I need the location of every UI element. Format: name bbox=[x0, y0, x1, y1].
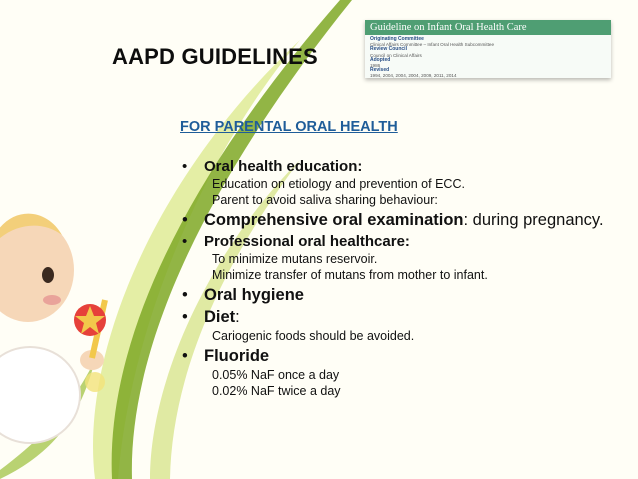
list-item-text bbox=[204, 308, 240, 327]
sub-point: To minimize mutans reservoir. bbox=[212, 252, 378, 266]
list-item-text bbox=[204, 233, 410, 250]
baby-eye bbox=[42, 267, 54, 283]
baby-head bbox=[0, 218, 74, 322]
guideline-card-image bbox=[365, 20, 611, 78]
list-item-heading: Professional oral healthcare: bbox=[204, 233, 410, 250]
bullet-icon: • bbox=[182, 158, 188, 175]
list-item bbox=[182, 286, 622, 305]
list-item-text bbox=[204, 211, 604, 230]
guideline-card-row: Revised 1994, 2004, 2004, 2004, 2009, 2011, 2014 bbox=[370, 67, 457, 78]
bullet-icon: • bbox=[182, 211, 188, 229]
guideline-card-header: Guideline on Infant Oral Health Care bbox=[365, 20, 611, 35]
list-item-text bbox=[204, 158, 362, 175]
list-item bbox=[182, 308, 622, 327]
list-item bbox=[182, 211, 622, 230]
list-item bbox=[182, 233, 622, 250]
list-item-heading: Oral hygiene bbox=[204, 286, 304, 304]
bullet-icon: • bbox=[182, 347, 188, 365]
sub-point: 0.02% NaF twice a day bbox=[212, 384, 341, 398]
sub-point: Parent to avoid saliva sharing behaviour: bbox=[212, 193, 438, 207]
baby-body bbox=[0, 347, 80, 443]
list-item-detail: : bbox=[235, 308, 240, 326]
guideline-list bbox=[182, 158, 622, 399]
list-item-detail: : during pregnancy. bbox=[463, 211, 604, 229]
list-item bbox=[182, 158, 622, 175]
list-item-heading: Oral health education: bbox=[204, 158, 363, 175]
list-item bbox=[182, 347, 622, 366]
baby-mouth bbox=[43, 295, 61, 305]
sub-point: Minimize transfer of mutans from mother to infant. bbox=[212, 268, 488, 282]
guideline-card-body bbox=[365, 35, 611, 78]
rattle-bead bbox=[85, 372, 105, 392]
sub-point: Cariogenic foods should be avoided. bbox=[212, 329, 415, 343]
list-item-heading: Comprehensive oral examination bbox=[204, 211, 464, 229]
list-item-text bbox=[204, 347, 269, 366]
sub-point: Education on etiology and prevention of ECC. bbox=[212, 177, 465, 191]
bullet-icon: • bbox=[182, 308, 188, 326]
section-subtitle: FOR PARENTAL ORAL HEALTH bbox=[180, 119, 398, 135]
slide-title: AAPD GUIDELINES bbox=[112, 44, 318, 69]
bullet-icon: • bbox=[182, 286, 188, 304]
list-item-text bbox=[204, 286, 304, 305]
sub-point: 0.05% NaF once a day bbox=[212, 368, 340, 382]
bullet-icon: • bbox=[182, 233, 188, 250]
guideline-card-row: Review Council Council on Clinical Affairs bbox=[370, 46, 422, 58]
list-item-heading: Fluoride bbox=[204, 347, 270, 365]
guideline-card-row: Adopted 1986 bbox=[370, 56, 391, 69]
list-item-heading: Diet bbox=[204, 308, 236, 326]
guideline-card-row: Originating Committee Clinical Affairs Committee – Infant Oral Health Subcommittee bbox=[370, 36, 494, 48]
